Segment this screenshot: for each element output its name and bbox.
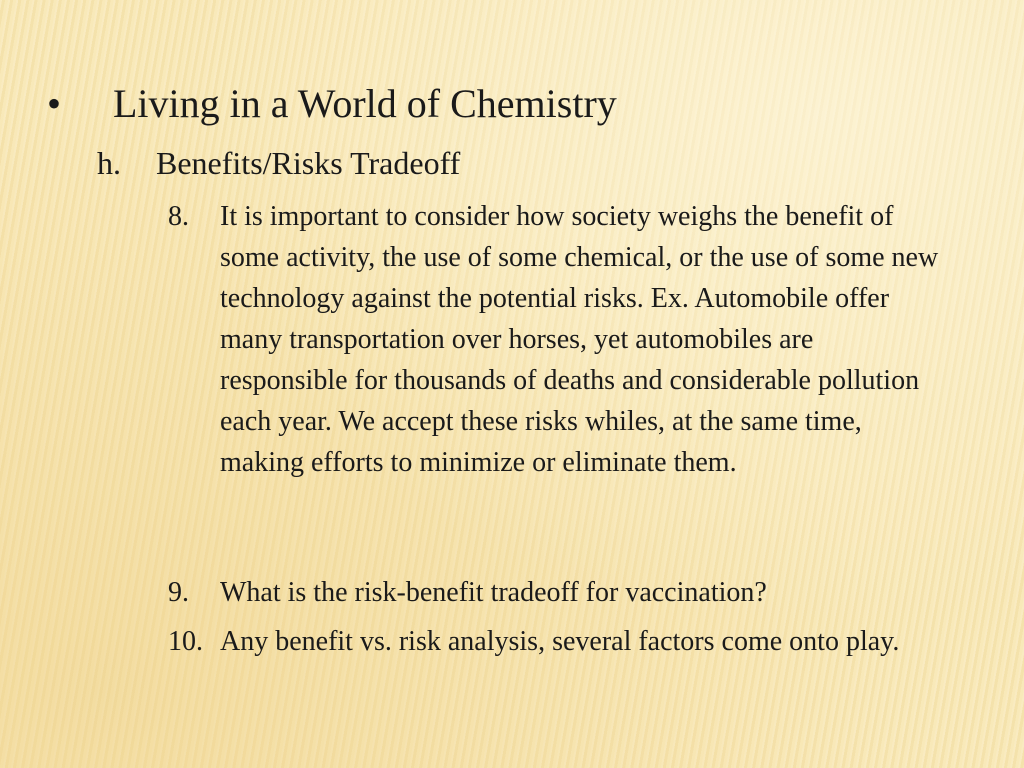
bullet-marker: • [47, 81, 62, 126]
slide-heading: Living in a World of Chemistry [113, 81, 617, 126]
subheading-row [97, 143, 460, 183]
item-number: 10. [168, 626, 203, 657]
slide-subheading: Benefits/Risks Tradeoff [156, 145, 461, 181]
subheading-marker: h. [97, 145, 121, 181]
item-text: It is important to consider how society weighs the benefit of some activity, the use of some chemical, or the use of some new technology against the potential risks. Ex. Automobile offer many transportation over horses, yet automobiles are responsible for thousands of deaths and considerable pollution each year. We accept these risks whiles, at the same time, making efforts to minimize or eliminate them. [220, 201, 939, 478]
heading-row [47, 80, 617, 128]
item-number: 9. [168, 577, 189, 608]
item-text: Any benefit vs. risk analysis, several factors come onto play. [220, 626, 900, 657]
item-text: What is the risk-benefit tradeoff for vaccination? [220, 577, 767, 608]
list-item [168, 196, 958, 483]
list-item [168, 572, 958, 613]
item-number: 8. [168, 201, 189, 232]
list-item [168, 621, 958, 662]
